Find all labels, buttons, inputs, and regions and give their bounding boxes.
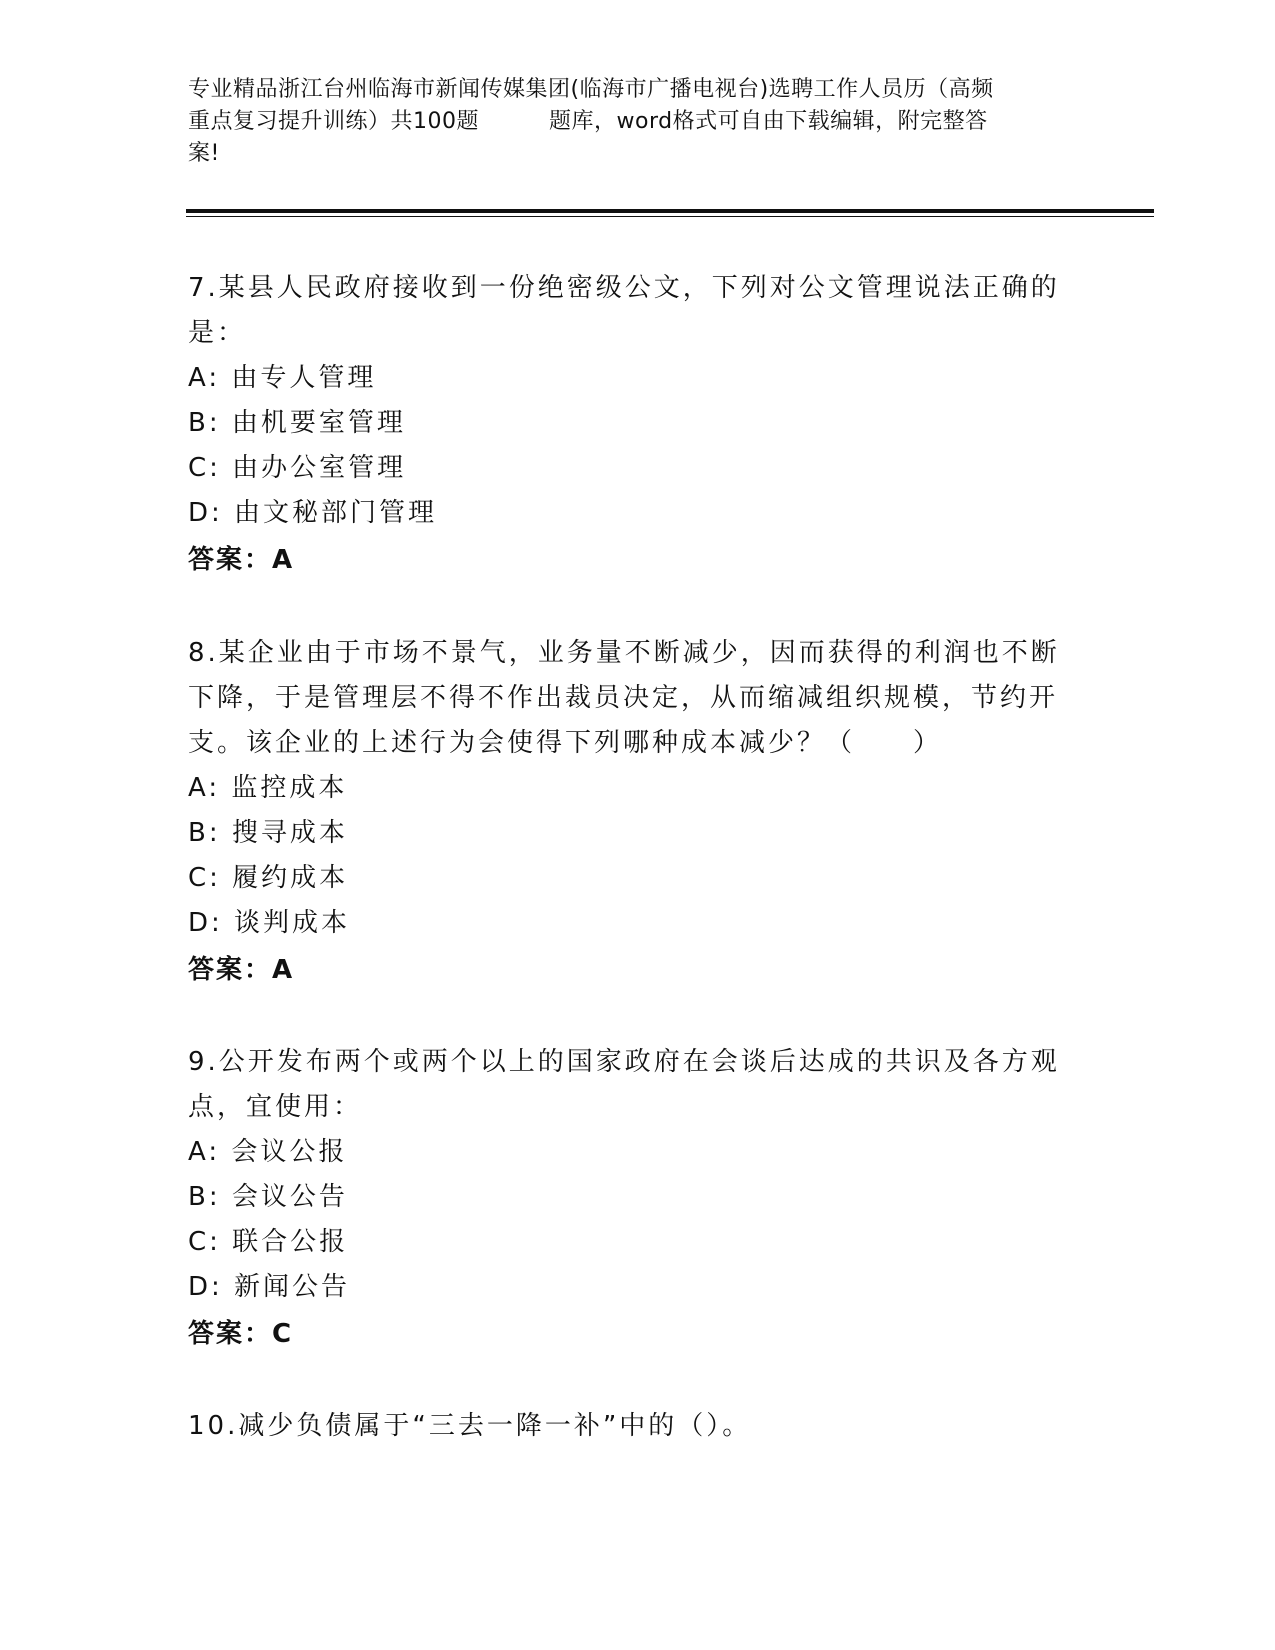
header-divider-thick bbox=[186, 209, 1154, 213]
question-9 bbox=[188, 1040, 1068, 1358]
answer: 答案：A bbox=[188, 545, 295, 575]
option-d: D: 谈判成本 bbox=[188, 908, 351, 938]
question-stem-line: 9.公开发布两个或两个以上的国家政府在会谈后达成的共识及各方观 bbox=[188, 1047, 1060, 1077]
option-a: A: 由专人管理 bbox=[188, 363, 377, 393]
option-c: C: 联合公报 bbox=[188, 1227, 349, 1257]
document-header bbox=[188, 74, 1088, 170]
question-stem-line: 支。该企业的上述行为会使得下列哪种成本减少？（ ） bbox=[188, 728, 943, 758]
header-divider-thin bbox=[186, 216, 1154, 217]
header-line-2-part-1: 重点复习提升训练）共100题 bbox=[188, 109, 479, 134]
header-line-2-part-2: 题库，word格式可自由下载编辑，附完整答 bbox=[549, 109, 988, 134]
header-line-1: 专业精品浙江台州临海市新闻传媒集团(临海市广播电视台)选聘工作人员历（高频 bbox=[188, 77, 994, 102]
option-b: B: 搜寻成本 bbox=[188, 818, 348, 848]
option-b: B: 由机要室管理 bbox=[188, 408, 406, 438]
option-d: D: 新闻公告 bbox=[188, 1272, 351, 1302]
question-stem-line: 是： bbox=[188, 318, 247, 348]
answer: 答案：C bbox=[188, 1319, 294, 1349]
question-stem-line: 点，宜使用： bbox=[188, 1092, 363, 1122]
option-a: A: 会议公报 bbox=[188, 1137, 348, 1167]
option-c: C: 由办公室管理 bbox=[188, 453, 407, 483]
question-stem-line: 下降，于是管理层不得不作出裁员决定，从而缩减组织规模，节约开 bbox=[188, 683, 1059, 713]
question-8 bbox=[188, 631, 1068, 994]
header-line-2 bbox=[188, 106, 1088, 138]
answer: 答案：A bbox=[188, 955, 295, 985]
question-stem-line: 7.某县人民政府接收到一份绝密级公文，下列对公文管理说法正确的 bbox=[188, 273, 1060, 303]
option-b: B: 会议公告 bbox=[188, 1182, 348, 1212]
question-10 bbox=[188, 1404, 1068, 1449]
question-stem-line: 8.某企业由于市场不景气，业务量不断减少，因而获得的利润也不断 bbox=[188, 638, 1060, 668]
option-c: C: 履约成本 bbox=[188, 863, 349, 893]
option-a: A: 监控成本 bbox=[188, 773, 348, 803]
option-d: D: 由文秘部门管理 bbox=[188, 498, 438, 528]
question-stem-line: 10.减少负债属于“三去一降一补”中的（）。 bbox=[188, 1411, 752, 1441]
header-line-3: 案! bbox=[188, 141, 220, 166]
question-7 bbox=[188, 266, 1068, 584]
